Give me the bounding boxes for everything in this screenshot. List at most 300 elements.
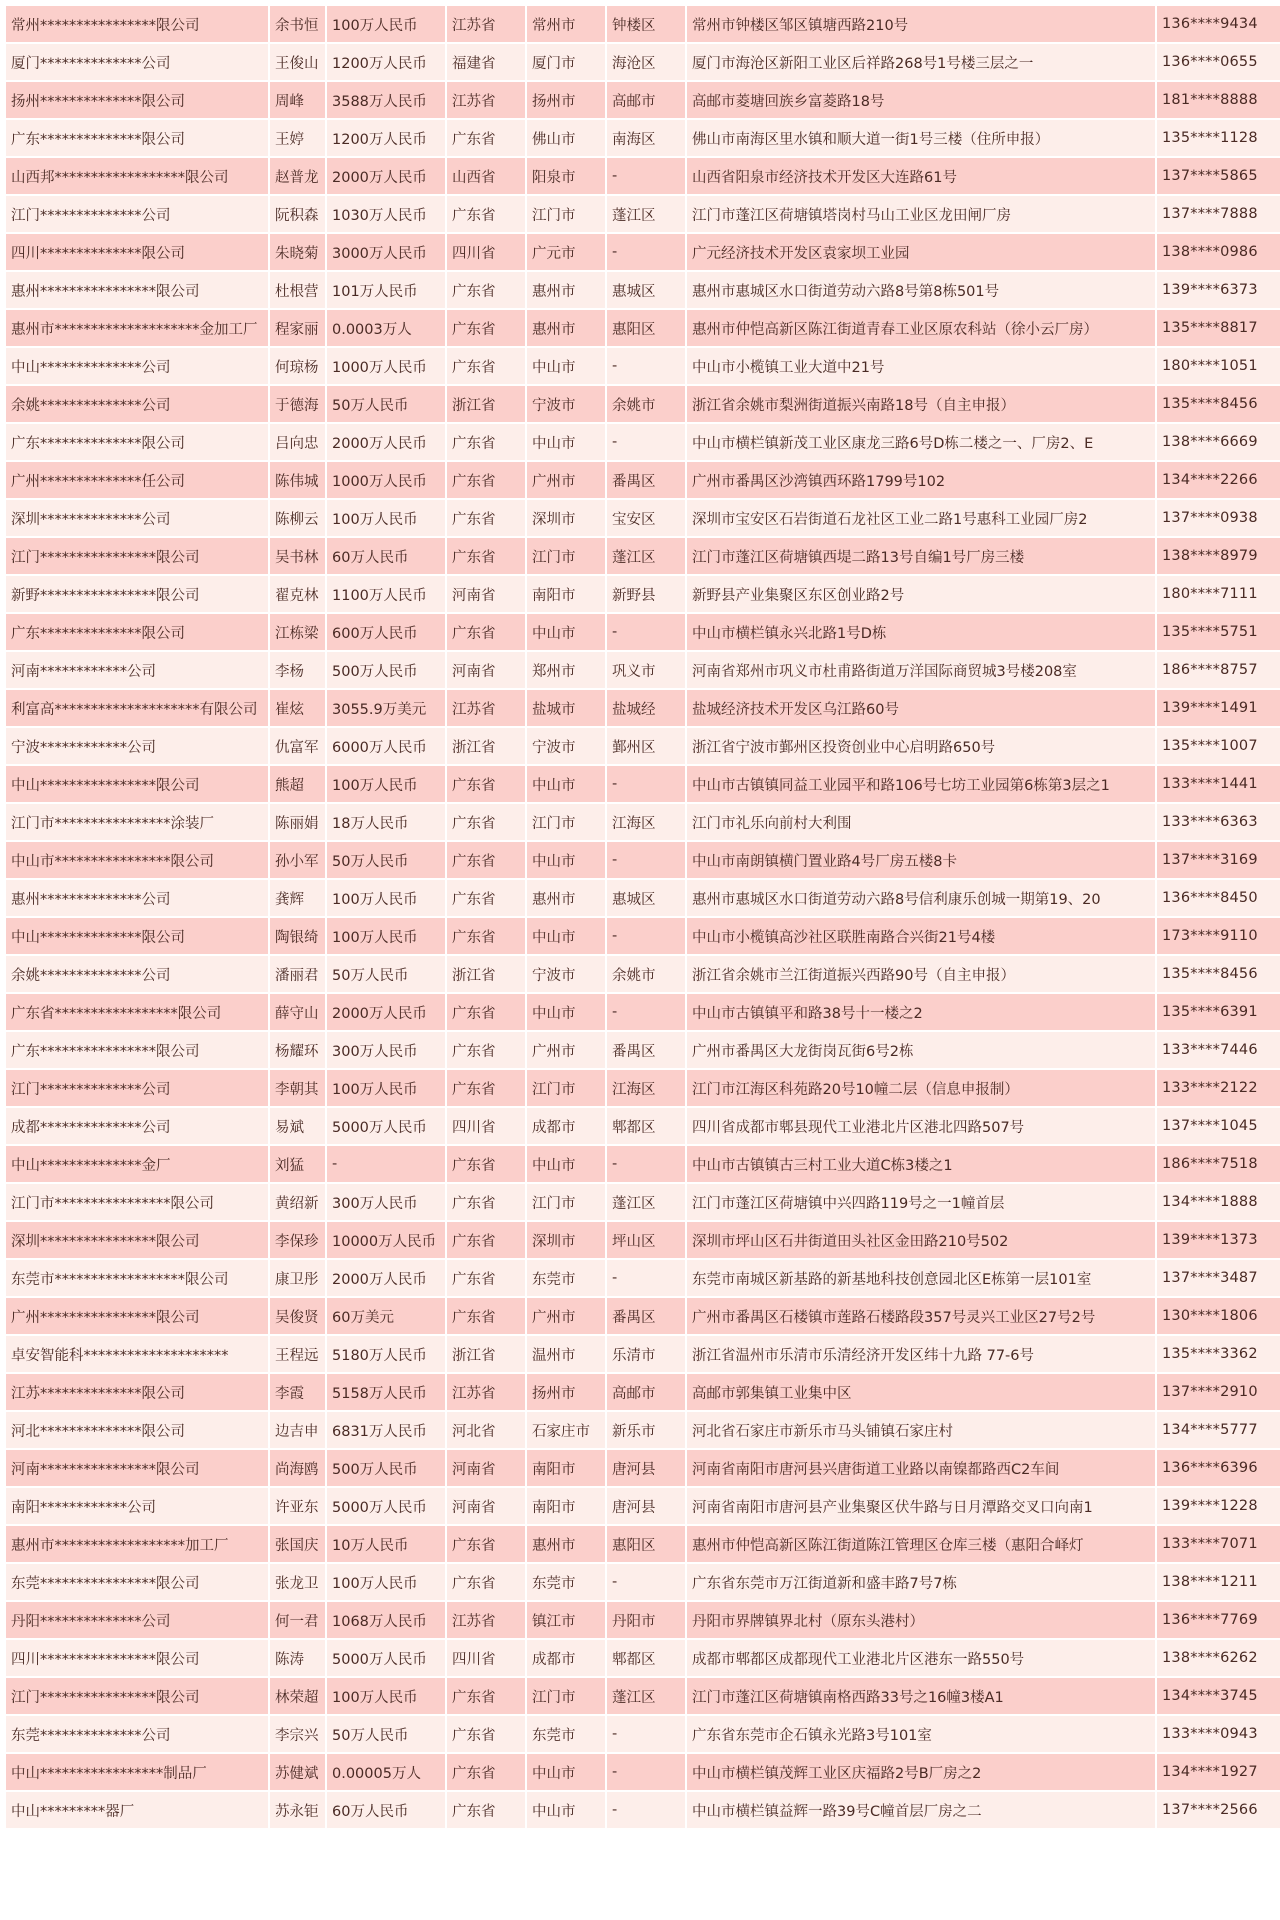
phone-cell: 135****6391 <box>1157 994 1280 1030</box>
province-cell: 广东省 <box>447 1070 525 1106</box>
address-cell: 常州市钟楼区邹区镇塘西路210号 <box>687 6 1155 42</box>
district-cell: 惠阳区 <box>607 1526 685 1562</box>
legal-person-cell: 刘猛 <box>270 1146 325 1182</box>
district-cell: - <box>607 1260 685 1296</box>
phone-cell: 139****6373 <box>1157 272 1280 308</box>
district-cell: 盐城经 <box>607 690 685 726</box>
table-row <box>6 1450 1280 1486</box>
legal-person-cell: 王婷 <box>270 120 325 156</box>
registered-capital-cell: 5000万人民币 <box>327 1108 445 1144</box>
address-cell: 新野县产业集聚区东区创业路2号 <box>687 576 1155 612</box>
province-cell: 广东省 <box>447 348 525 384</box>
district-cell: - <box>607 614 685 650</box>
province-cell: 河南省 <box>447 652 525 688</box>
table-row <box>6 1716 1280 1752</box>
address-cell: 厦门市海沧区新阳工业区后祥路268号1号楼三层之一 <box>687 44 1155 80</box>
city-cell: 江门市 <box>527 1070 605 1106</box>
legal-person-cell: 仇富军 <box>270 728 325 764</box>
district-cell: 蓬江区 <box>607 538 685 574</box>
table-row <box>6 386 1280 422</box>
province-cell: 广东省 <box>447 1298 525 1334</box>
legal-person-cell: 杨耀环 <box>270 1032 325 1068</box>
legal-person-cell: 翟克林 <box>270 576 325 612</box>
city-cell: 江门市 <box>527 804 605 840</box>
province-cell: 广东省 <box>447 880 525 916</box>
district-cell: 新野县 <box>607 576 685 612</box>
district-cell: 海沧区 <box>607 44 685 80</box>
district-cell: 钟楼区 <box>607 6 685 42</box>
address-cell: 广东省东莞市企石镇永光路3号101室 <box>687 1716 1155 1752</box>
company-name-cell: 丹阳**************公司 <box>6 1602 268 1638</box>
city-cell: 佛山市 <box>527 120 605 156</box>
district-cell: 新乐市 <box>607 1412 685 1448</box>
registered-capital-cell: 300万人民币 <box>327 1032 445 1068</box>
city-cell: 石家庄市 <box>527 1412 605 1448</box>
city-cell: 惠州市 <box>527 1526 605 1562</box>
district-cell: 高邮市 <box>607 82 685 118</box>
city-cell: 东莞市 <box>527 1564 605 1600</box>
legal-person-cell: 苏健斌 <box>270 1754 325 1790</box>
company-name-cell: 江门****************限公司 <box>6 1678 268 1714</box>
city-cell: 温州市 <box>527 1336 605 1372</box>
address-cell: 盐城经济技术开发区乌江路60号 <box>687 690 1155 726</box>
registered-capital-cell: 1000万人民币 <box>327 348 445 384</box>
province-cell: 广东省 <box>447 1032 525 1068</box>
city-cell: 成都市 <box>527 1640 605 1676</box>
city-cell: 中山市 <box>527 766 605 802</box>
address-cell: 江门市蓬江区荷塘镇塔岗村马山工业区龙田闸厂房 <box>687 196 1155 232</box>
legal-person-cell: 陈柳云 <box>270 500 325 536</box>
city-cell: 镇江市 <box>527 1602 605 1638</box>
table-row <box>6 1640 1280 1676</box>
company-name-cell: 广东**************限公司 <box>6 614 268 650</box>
district-cell: 江海区 <box>607 1070 685 1106</box>
province-cell: 河南省 <box>447 576 525 612</box>
city-cell: 中山市 <box>527 842 605 878</box>
city-cell: 南阳市 <box>527 1488 605 1524</box>
legal-person-cell: 王俊山 <box>270 44 325 80</box>
phone-cell: 135****1128 <box>1157 120 1280 156</box>
table-row <box>6 690 1280 726</box>
legal-person-cell: 余书恒 <box>270 6 325 42</box>
legal-person-cell: 孙小军 <box>270 842 325 878</box>
province-cell: 广东省 <box>447 994 525 1030</box>
province-cell: 广东省 <box>447 424 525 460</box>
address-cell: 江门市蓬江区荷塘镇南格西路33号之16幢3楼A1 <box>687 1678 1155 1714</box>
district-cell: 蓬江区 <box>607 1678 685 1714</box>
province-cell: 江苏省 <box>447 6 525 42</box>
province-cell: 广东省 <box>447 1564 525 1600</box>
city-cell: 东莞市 <box>527 1260 605 1296</box>
legal-person-cell: 李霞 <box>270 1374 325 1410</box>
company-name-cell: 卓安智能科******************** <box>6 1336 268 1372</box>
province-cell: 河北省 <box>447 1412 525 1448</box>
table-row <box>6 1488 1280 1524</box>
district-cell: - <box>607 348 685 384</box>
city-cell: 广元市 <box>527 234 605 270</box>
registered-capital-cell: 60万人民币 <box>327 1792 445 1828</box>
city-cell: 惠州市 <box>527 272 605 308</box>
table-row <box>6 310 1280 346</box>
address-cell: 成都市郫都区成都现代工业港北片区港东一路550号 <box>687 1640 1155 1676</box>
city-cell: 中山市 <box>527 1792 605 1828</box>
district-cell: 郫都区 <box>607 1108 685 1144</box>
legal-person-cell: 朱晓菊 <box>270 234 325 270</box>
legal-person-cell: 张龙卫 <box>270 1564 325 1600</box>
province-cell: 广东省 <box>447 1184 525 1220</box>
table-row <box>6 1602 1280 1638</box>
table-row <box>6 158 1280 194</box>
registered-capital-cell: 5000万人民币 <box>327 1488 445 1524</box>
city-cell: 中山市 <box>527 918 605 954</box>
district-cell: - <box>607 994 685 1030</box>
table-row <box>6 196 1280 232</box>
registered-capital-cell: 50万人民币 <box>327 956 445 992</box>
legal-person-cell: 苏永钜 <box>270 1792 325 1828</box>
province-cell: 广东省 <box>447 1678 525 1714</box>
city-cell: 宁波市 <box>527 728 605 764</box>
city-cell: 江门市 <box>527 538 605 574</box>
city-cell: 盐城市 <box>527 690 605 726</box>
legal-person-cell: 易斌 <box>270 1108 325 1144</box>
company-name-cell: 山西邦******************限公司 <box>6 158 268 194</box>
company-name-cell: 利富高********************有限公司 <box>6 690 268 726</box>
company-name-cell: 江门市****************限公司 <box>6 1184 268 1220</box>
phone-cell: 135****8456 <box>1157 386 1280 422</box>
district-cell: - <box>607 1716 685 1752</box>
registered-capital-cell: 50万人民币 <box>327 1716 445 1752</box>
company-name-cell: 中山**************公司 <box>6 348 268 384</box>
phone-cell: 137****0938 <box>1157 500 1280 536</box>
registered-capital-cell: 0.0003万人 <box>327 310 445 346</box>
registered-capital-cell: 1068万人民币 <box>327 1602 445 1638</box>
registered-capital-cell: 100万人民币 <box>327 1070 445 1106</box>
district-cell: 丹阳市 <box>607 1602 685 1638</box>
phone-cell: 134****1888 <box>1157 1184 1280 1220</box>
company-name-cell: 深圳**************公司 <box>6 500 268 536</box>
registered-capital-cell: 60万人民币 <box>327 538 445 574</box>
address-cell: 江门市江海区科苑路20号10幢二层（信息申报制） <box>687 1070 1155 1106</box>
phone-cell: 134****5777 <box>1157 1412 1280 1448</box>
company-name-cell: 河南****************限公司 <box>6 1450 268 1486</box>
address-cell: 中山市古镇镇同益工业园平和路106号七坊工业园第6栋第3层之1 <box>687 766 1155 802</box>
legal-person-cell: 龚辉 <box>270 880 325 916</box>
legal-person-cell: 何一君 <box>270 1602 325 1638</box>
company-name-cell: 惠州****************限公司 <box>6 272 268 308</box>
company-name-cell: 中山****************限公司 <box>6 766 268 802</box>
legal-person-cell: 潘丽君 <box>270 956 325 992</box>
address-cell: 浙江省余姚市兰江街道振兴西路90号（自主申报） <box>687 956 1155 992</box>
city-cell: 江门市 <box>527 196 605 232</box>
table-row <box>6 1260 1280 1296</box>
legal-person-cell: 李保珍 <box>270 1222 325 1258</box>
province-cell: 浙江省 <box>447 956 525 992</box>
phone-cell: 137****3487 <box>1157 1260 1280 1296</box>
district-cell: 蓬江区 <box>607 196 685 232</box>
phone-cell: 138****1211 <box>1157 1564 1280 1600</box>
company-name-cell: 深圳****************限公司 <box>6 1222 268 1258</box>
city-cell: 宁波市 <box>527 386 605 422</box>
province-cell: 广东省 <box>447 500 525 536</box>
phone-cell: 139****1373 <box>1157 1222 1280 1258</box>
registered-capital-cell: 100万人民币 <box>327 1564 445 1600</box>
city-cell: 惠州市 <box>527 310 605 346</box>
province-cell: 广东省 <box>447 804 525 840</box>
district-cell: - <box>607 1564 685 1600</box>
table-row <box>6 1526 1280 1562</box>
phone-cell: 137****2910 <box>1157 1374 1280 1410</box>
legal-person-cell: 李宗兴 <box>270 1716 325 1752</box>
company-name-cell: 广州****************限公司 <box>6 1298 268 1334</box>
city-cell: 成都市 <box>527 1108 605 1144</box>
company-name-cell: 成都**************公司 <box>6 1108 268 1144</box>
phone-cell: 134****1927 <box>1157 1754 1280 1790</box>
province-cell: 广东省 <box>447 196 525 232</box>
phone-cell: 135****1007 <box>1157 728 1280 764</box>
district-cell: 番禺区 <box>607 462 685 498</box>
legal-person-cell: 林荣超 <box>270 1678 325 1714</box>
city-cell: 广州市 <box>527 1298 605 1334</box>
province-cell: 江苏省 <box>447 1602 525 1638</box>
table-row <box>6 842 1280 878</box>
city-cell: 中山市 <box>527 424 605 460</box>
district-cell: 坪山区 <box>607 1222 685 1258</box>
city-cell: 南阳市 <box>527 1450 605 1486</box>
company-name-cell: 广东****************限公司 <box>6 1032 268 1068</box>
table-row <box>6 1564 1280 1600</box>
legal-person-cell: 尚海鸥 <box>270 1450 325 1486</box>
district-cell: 番禺区 <box>607 1298 685 1334</box>
address-cell: 中山市小榄镇工业大道中21号 <box>687 348 1155 384</box>
city-cell: 深圳市 <box>527 1222 605 1258</box>
company-name-cell: 江门**************公司 <box>6 1070 268 1106</box>
table-row <box>6 234 1280 270</box>
legal-person-cell: 杜根营 <box>270 272 325 308</box>
district-cell: 宝安区 <box>607 500 685 536</box>
district-cell: 惠城区 <box>607 272 685 308</box>
province-cell: 广东省 <box>447 120 525 156</box>
address-cell: 东莞市南城区新基路的新基地科技创意园北区E栋第一层101室 <box>687 1260 1155 1296</box>
province-cell: 广东省 <box>447 1792 525 1828</box>
company-name-cell: 惠州市******************加工厂 <box>6 1526 268 1562</box>
legal-person-cell: 吕向忠 <box>270 424 325 460</box>
district-cell: 鄞州区 <box>607 728 685 764</box>
company-name-cell: 余姚**************公司 <box>6 386 268 422</box>
province-cell: 四川省 <box>447 234 525 270</box>
company-name-cell: 广州**************任公司 <box>6 462 268 498</box>
registered-capital-cell: 100万人民币 <box>327 918 445 954</box>
registered-capital-cell: 100万人民币 <box>327 766 445 802</box>
legal-person-cell: 吴俊贤 <box>270 1298 325 1334</box>
city-cell: 深圳市 <box>527 500 605 536</box>
phone-cell: 138****8979 <box>1157 538 1280 574</box>
city-cell: 厦门市 <box>527 44 605 80</box>
city-cell: 郑州市 <box>527 652 605 688</box>
address-cell: 江门市蓬江区荷塘镇西堤二路13号自编1号厂房三楼 <box>687 538 1155 574</box>
table-row <box>6 728 1280 764</box>
phone-cell: 133****1441 <box>1157 766 1280 802</box>
phone-cell: 137****3169 <box>1157 842 1280 878</box>
registered-capital-cell: 0.00005万人 <box>327 1754 445 1790</box>
table-row <box>6 348 1280 384</box>
phone-cell: 135****8456 <box>1157 956 1280 992</box>
phone-cell: 173****9110 <box>1157 918 1280 954</box>
table-row <box>6 424 1280 460</box>
province-cell: 江苏省 <box>447 690 525 726</box>
registered-capital-cell: 18万人民币 <box>327 804 445 840</box>
address-cell: 高邮市菱塘回族乡富菱路18号 <box>687 82 1155 118</box>
table-row <box>6 538 1280 574</box>
phone-cell: 137****5865 <box>1157 158 1280 194</box>
district-cell: - <box>607 234 685 270</box>
company-name-cell: 江门****************限公司 <box>6 538 268 574</box>
province-cell: 山西省 <box>447 158 525 194</box>
address-cell: 浙江省温州市乐清市乐清经济开发区纬十九路 77-6号 <box>687 1336 1155 1372</box>
city-cell: 宁波市 <box>527 956 605 992</box>
company-name-cell: 东莞市******************限公司 <box>6 1260 268 1296</box>
legal-person-cell: 李杨 <box>270 652 325 688</box>
province-cell: 广东省 <box>447 310 525 346</box>
city-cell: 江门市 <box>527 1678 605 1714</box>
company-name-cell: 东莞**************公司 <box>6 1716 268 1752</box>
company-name-cell: 四川**************限公司 <box>6 234 268 270</box>
table-row <box>6 120 1280 156</box>
company-name-cell: 广东省*****************限公司 <box>6 994 268 1030</box>
district-cell: - <box>607 1754 685 1790</box>
district-cell: 高邮市 <box>607 1374 685 1410</box>
company-name-cell: 河北**************限公司 <box>6 1412 268 1448</box>
phone-cell: 130****1806 <box>1157 1298 1280 1334</box>
city-cell: 中山市 <box>527 614 605 650</box>
phone-cell: 135****5751 <box>1157 614 1280 650</box>
registered-capital-cell: 10000万人民币 <box>327 1222 445 1258</box>
company-name-cell: 中山*****************制品厂 <box>6 1754 268 1790</box>
registered-capital-cell: 2000万人民币 <box>327 994 445 1030</box>
company-name-cell: 新野****************限公司 <box>6 576 268 612</box>
company-name-cell: 惠州**************公司 <box>6 880 268 916</box>
phone-cell: 134****3745 <box>1157 1678 1280 1714</box>
phone-cell: 180****7111 <box>1157 576 1280 612</box>
city-cell: 中山市 <box>527 994 605 1030</box>
table-row <box>6 82 1280 118</box>
legal-person-cell: 陈涛 <box>270 1640 325 1676</box>
table-row <box>6 1792 1280 1828</box>
province-cell: 广东省 <box>447 842 525 878</box>
phone-cell: 136****8450 <box>1157 880 1280 916</box>
province-cell: 四川省 <box>447 1640 525 1676</box>
phone-cell: 133****7071 <box>1157 1526 1280 1562</box>
address-cell: 河南省南阳市唐河县兴唐街道工业路以南镍都路西C2车间 <box>687 1450 1155 1486</box>
company-name-cell: 宁波************公司 <box>6 728 268 764</box>
city-cell: 惠州市 <box>527 880 605 916</box>
legal-person-cell: 周峰 <box>270 82 325 118</box>
address-cell: 中山市古镇镇平和路38号十一楼之2 <box>687 994 1155 1030</box>
address-cell: 浙江省宁波市鄞州区投资创业中心启明路650号 <box>687 728 1155 764</box>
phone-cell: 133****7446 <box>1157 1032 1280 1068</box>
company-name-cell: 惠州市********************金加工厂 <box>6 310 268 346</box>
district-cell: - <box>607 1146 685 1182</box>
registered-capital-cell: 1200万人民币 <box>327 120 445 156</box>
address-cell: 惠州市仲恺高新区陈江街道青春工业区原农科站（徐小云厂房） <box>687 310 1155 346</box>
phone-cell: 138****6669 <box>1157 424 1280 460</box>
legal-person-cell: 康卫彤 <box>270 1260 325 1296</box>
table-row <box>6 44 1280 80</box>
registered-capital-cell: 50万人民币 <box>327 842 445 878</box>
legal-person-cell: 何琼杨 <box>270 348 325 384</box>
province-cell: 广东省 <box>447 538 525 574</box>
address-cell: 山西省阳泉市经济技术开发区大连路61号 <box>687 158 1155 194</box>
phone-cell: 136****9434 <box>1157 6 1280 42</box>
registered-capital-cell: 3000万人民币 <box>327 234 445 270</box>
table-row <box>6 994 1280 1030</box>
address-cell: 中山市横栏镇新茂工业区康龙三路6号D栋二楼之一、厂房2、E <box>687 424 1155 460</box>
registered-capital-cell: 100万人民币 <box>327 1678 445 1714</box>
registered-capital-cell: 100万人民币 <box>327 500 445 536</box>
province-cell: 浙江省 <box>447 728 525 764</box>
company-name-cell: 南阳************公司 <box>6 1488 268 1524</box>
registered-capital-cell: 3588万人民币 <box>327 82 445 118</box>
registered-capital-cell: 5000万人民币 <box>327 1640 445 1676</box>
legal-person-cell: 陶银绮 <box>270 918 325 954</box>
address-cell: 中山市南朗镇横门置业路4号厂房五楼8卡 <box>687 842 1155 878</box>
address-cell: 河南省南阳市唐河县产业集聚区伏牛路与日月潭路交叉口向南1 <box>687 1488 1155 1524</box>
district-cell: 惠阳区 <box>607 310 685 346</box>
legal-person-cell: 薛守山 <box>270 994 325 1030</box>
table-body <box>6 6 1280 1828</box>
phone-cell: 138****6262 <box>1157 1640 1280 1676</box>
district-cell: 唐河县 <box>607 1450 685 1486</box>
registered-capital-cell: 100万人民币 <box>327 880 445 916</box>
district-cell: 蓬江区 <box>607 1184 685 1220</box>
registered-capital-cell: 300万人民币 <box>327 1184 445 1220</box>
province-cell: 广东省 <box>447 766 525 802</box>
registered-capital-cell: 10万人民币 <box>327 1526 445 1562</box>
address-cell: 深圳市坪山区石井街道田头社区金田路210号502 <box>687 1222 1155 1258</box>
registered-capital-cell: 1200万人民币 <box>327 44 445 80</box>
province-cell: 广东省 <box>447 462 525 498</box>
table-row <box>6 804 1280 840</box>
legal-person-cell: 陈丽娟 <box>270 804 325 840</box>
phone-cell: 135****3362 <box>1157 1336 1280 1372</box>
company-table <box>4 4 1280 1830</box>
province-cell: 广东省 <box>447 1526 525 1562</box>
table-row <box>6 6 1280 42</box>
legal-person-cell: 边吉申 <box>270 1412 325 1448</box>
company-name-cell: 中山市****************限公司 <box>6 842 268 878</box>
address-cell: 中山市小榄镇高沙社区联胜南路合兴街21号4楼 <box>687 918 1155 954</box>
company-name-cell: 扬州**************限公司 <box>6 82 268 118</box>
phone-cell: 186****7518 <box>1157 1146 1280 1182</box>
registered-capital-cell: 6000万人民币 <box>327 728 445 764</box>
province-cell: 河南省 <box>447 1488 525 1524</box>
registered-capital-cell: 600万人民币 <box>327 614 445 650</box>
address-cell: 中山市横栏镇益辉一路39号C幢首层厂房之二 <box>687 1792 1155 1828</box>
company-name-cell: 余姚**************公司 <box>6 956 268 992</box>
phone-cell: 139****1228 <box>1157 1488 1280 1524</box>
address-cell: 惠州市惠城区水口街道劳动六路8号信利康乐创城一期第19、20 <box>687 880 1155 916</box>
company-name-cell: 广东**************限公司 <box>6 120 268 156</box>
phone-cell: 133****6363 <box>1157 804 1280 840</box>
province-cell: 广东省 <box>447 1754 525 1790</box>
city-cell: 扬州市 <box>527 82 605 118</box>
legal-person-cell: 李朝其 <box>270 1070 325 1106</box>
registered-capital-cell: 3055.9万美元 <box>327 690 445 726</box>
table-row <box>6 766 1280 802</box>
province-cell: 四川省 <box>447 1108 525 1144</box>
registered-capital-cell: 5180万人民币 <box>327 1336 445 1372</box>
address-cell: 广东省东莞市万江街道新和盛丰路7号7栋 <box>687 1564 1155 1600</box>
address-cell: 高邮市郭集镇工业集中区 <box>687 1374 1155 1410</box>
